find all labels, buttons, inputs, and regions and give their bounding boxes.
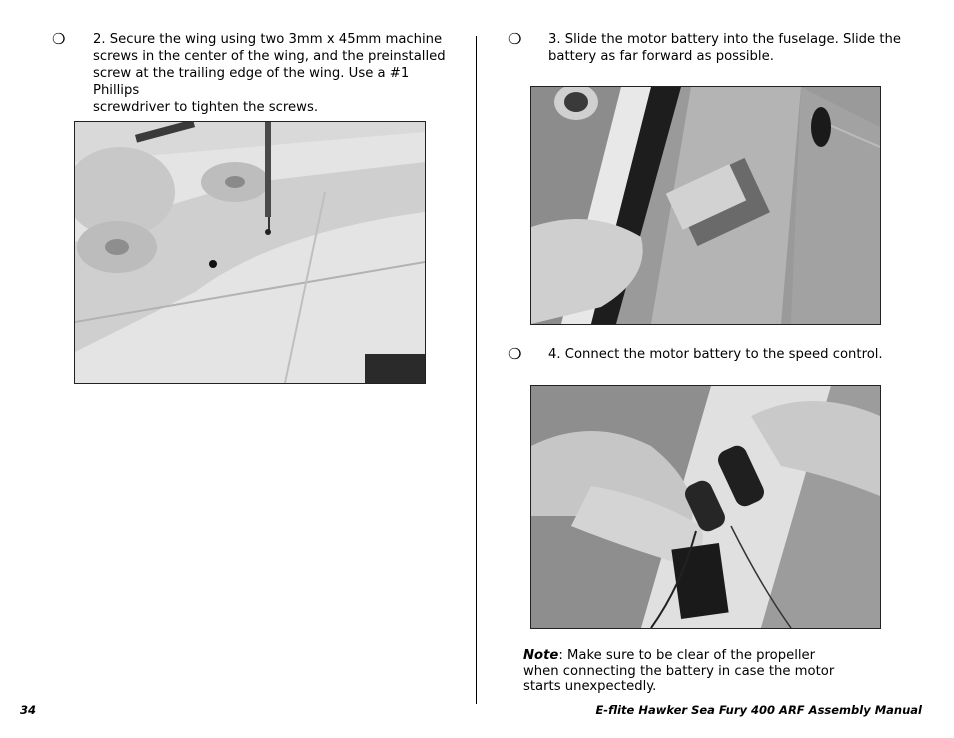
- wing-screws-photo: [74, 121, 426, 384]
- step-4-checkbox[interactable]: ❍: [508, 345, 522, 363]
- step-3-text: 3. Slide the motor battery into the fuselage. Slide the battery as far forward as possible.: [548, 32, 901, 64]
- manual-title: E-flite Hawker Sea Fury 400 ARF Assembly Manual: [595, 703, 922, 717]
- connector-hands-image: [531, 386, 880, 628]
- step-4: [548, 346, 908, 363]
- step-2-checkbox[interactable]: ❍: [52, 30, 66, 48]
- column-divider: [476, 36, 477, 704]
- step-2: [93, 31, 453, 116]
- step-2-text: 2. Secure the wing using two 3mm x 45mm machine screws in the center of the wing, and the preinstalled screw at the trailing edge of the wing. Use a #1 Phillips screwdriver to tighten the screws.: [93, 32, 446, 115]
- step-3-checkbox[interactable]: ❍: [508, 30, 522, 48]
- note-paragraph: [523, 648, 853, 695]
- battery-connect-photo: [530, 385, 881, 629]
- step-4-text: 4. Connect the motor battery to the speed control.: [548, 347, 883, 362]
- step-3: [548, 31, 908, 65]
- battery-slide-image: [531, 87, 880, 324]
- page-number: 34: [20, 703, 37, 717]
- note-text: : Make sure to be clear of the propeller when connecting the battery in case the motor starts unexpectedly.: [523, 648, 835, 694]
- wing-screwdriver-image: [75, 122, 425, 383]
- note-label: Note: [523, 648, 559, 663]
- battery-fuselage-photo: [530, 86, 881, 325]
